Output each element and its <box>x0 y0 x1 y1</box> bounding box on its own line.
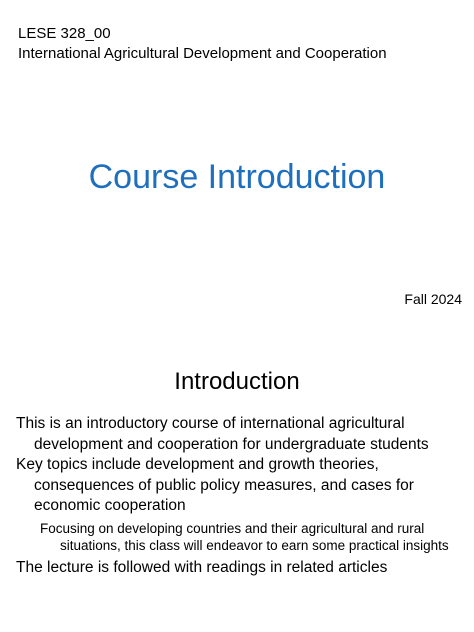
slide-title: Course Introduction <box>88 158 386 196</box>
bullet-item: The lecture is followed with readings in related articles <box>16 558 388 576</box>
slide-heading: Introduction <box>174 368 300 395</box>
course-code: LESE 328_00 <box>18 25 111 42</box>
term-label: Fall 2024 <box>404 291 462 307</box>
bullet-list <box>16 414 466 578</box>
course-name: International Agricultural Development and Cooperation <box>18 45 387 62</box>
sub-bullet-item: Focusing on developing countries and their agricultural and rural situations, this class will endeavor to earn some practical insights <box>40 520 449 553</box>
bullet-item: This is an introductory course of international agricultural development and cooperation for undergraduate students <box>16 415 429 453</box>
bullet-item: Key topics include development and growth theories, consequences of public policy measures, and cases for economic cooperation <box>16 456 414 514</box>
introduction-slide <box>0 350 474 632</box>
